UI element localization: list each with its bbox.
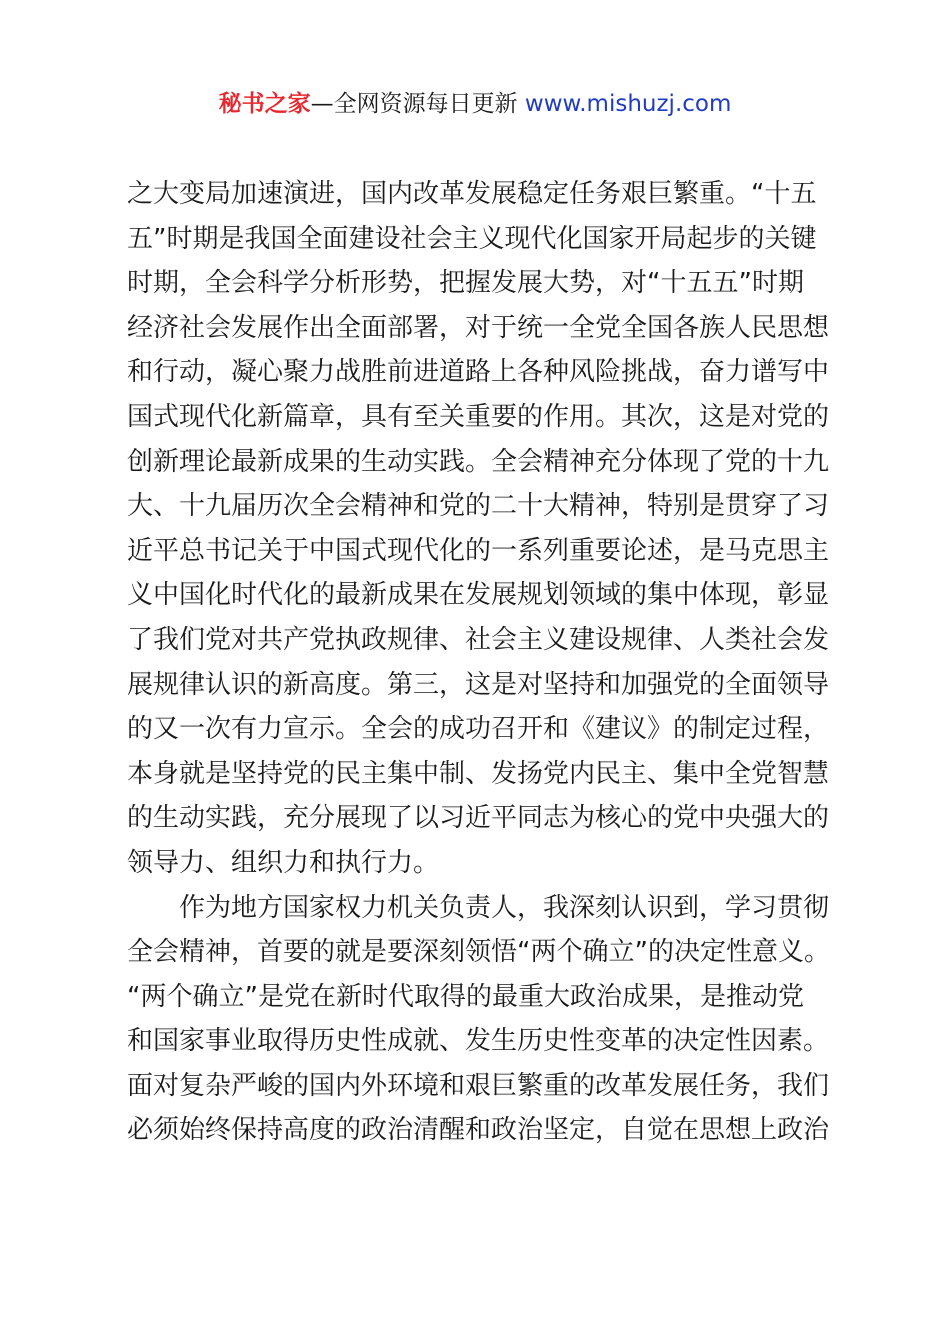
- brand-name: 秘书之家: [218, 91, 311, 117]
- text-line: 展规律认识的新高度。第三，这是对坚持和加强党的全面领导: [127, 669, 830, 700]
- text-line: 和国家事业取得历史性成就、发生历史性变革的决定性因素。: [127, 1026, 830, 1057]
- text-line: 国式现代化新篇章，具有至关重要的作用。其次，这是对党的: [127, 401, 830, 432]
- text-line: 了我们党对共产党执政规律、社会主义建设规律、人类社会发: [127, 624, 830, 655]
- text-line: “两个确立”是党在新时代取得的最重大政治成果，是推动党: [127, 981, 804, 1012]
- document-body: [127, 172, 837, 1153]
- header-tagline: —全网资源每日更新: [310, 91, 518, 117]
- text-line: 的生动实践，充分展现了以习近平同志为核心的党中央强大的: [127, 803, 830, 834]
- text-line: 创新理论最新成果的生动实践。全会精神充分体现了党的十九: [127, 446, 830, 477]
- text-line: 时期，全会科学分析形势，把握发展大势，对“十五五”时期: [127, 268, 804, 299]
- text-line: 经济社会发展作出全面部署，对于统一全党全国各族人民思想: [127, 312, 830, 343]
- text-line: 的又一次有力宣示。全会的成功召开和《建议》的制定过程，: [127, 714, 830, 745]
- text-line: 必须始终保持高度的政治清醒和政治坚定，自觉在思想上政治: [127, 1115, 830, 1146]
- text-line: 五”时期是我国全面建设社会主义现代化国家开局起步的关键: [127, 223, 817, 254]
- text-line: 义中国化时代化的最新成果在发展规划领域的集中体现，彰显: [127, 580, 830, 611]
- text-line: 和行动，凝心聚力战胜前进道路上各种风险挑战，奋力谱写中: [127, 357, 830, 388]
- text-line: 之大变局加速演进，国内改革发展稳定任务艰巨繁重。“十五: [127, 179, 817, 209]
- text-line: 全会精神，首要的就是要深刻领悟“两个确立”的决定性意义。: [127, 937, 830, 968]
- header-url-link[interactable]: www.mishuzj.com: [524, 91, 732, 117]
- text-line: 本身就是坚持党的民主集中制、发扬党内民主、集中全党智慧: [127, 758, 830, 789]
- text-line: 面对复杂严峻的国内外环境和艰巨繁重的改革发展任务，我们: [127, 1070, 830, 1101]
- text-line: 大、十九届历次全会精神和党的二十大精神，特别是贯穿了习: [127, 491, 830, 522]
- text-line: 近平总书记关于中国式现代化的一系列重要论述，是马克思主: [127, 535, 830, 566]
- text-line: 领导力、组织力和执行力。: [127, 847, 440, 878]
- page-header: [0, 88, 950, 120]
- paragraph-start-line: 作为地方国家权力机关负责人，我深刻认识到，学习贯彻: [179, 892, 830, 923]
